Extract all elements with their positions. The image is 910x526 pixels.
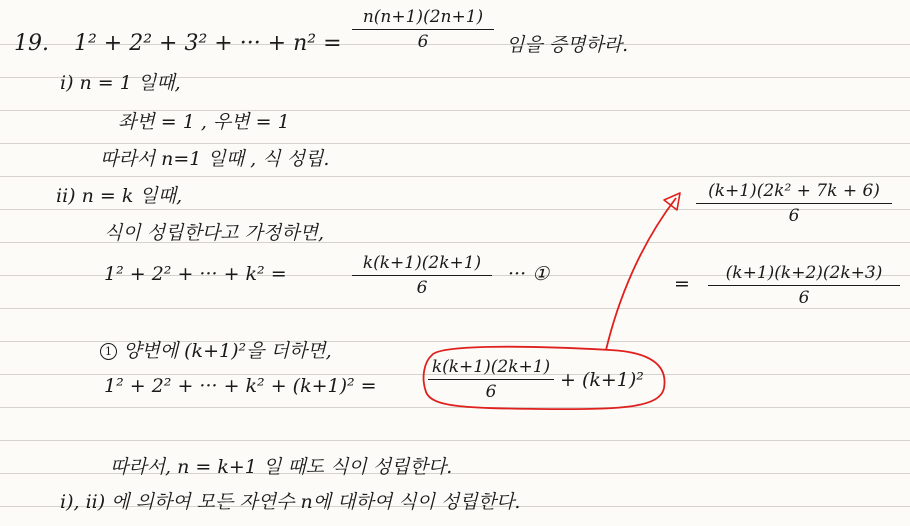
step1-conclusion: 따라서 n=1 일때 , 식 성립.: [100, 148, 330, 170]
side-equals: =: [674, 273, 690, 295]
equation2-tail: + (k+1)²: [560, 369, 644, 391]
step1-sides: 좌변 = 1 , 우변 = 1: [118, 111, 290, 133]
side-numerator-1: (k+1)(2k² + 7k + 6): [708, 181, 880, 201]
red-circle-loop: [424, 347, 665, 409]
equation2-lhs: 1² + 2² + ··· + k² + (k+1)² =: [104, 375, 377, 397]
conclusion-line-1: 따라서, n = k+1 일 때도 식이 성립한다.: [110, 456, 453, 478]
equation2-numerator: k(k+1)(2k+1): [431, 357, 551, 377]
side-denominator-2: 6: [798, 288, 810, 308]
red-arrow-line: [606, 198, 676, 350]
equation1-denominator: 6: [416, 278, 428, 298]
equation1-numerator: k(k+1)(2k+1): [362, 253, 482, 273]
conclusion-line-2: i), ii) 에 의하여 모든 자연수 n에 대하여 식이 성립한다.: [60, 491, 521, 513]
equation2-denominator: 6: [485, 382, 497, 402]
circled-one-icon: 1: [100, 343, 117, 360]
side-numerator-2: (k+1)(k+2)(2k+3): [725, 263, 883, 283]
problem-numerator: n(n+1)(2n+1): [362, 7, 484, 27]
problem-instruction: 임을 증명하라.: [506, 34, 629, 56]
red-arrow-head-icon: [664, 193, 680, 210]
equation1-lhs: 1² + 2² + ··· + k² =: [104, 263, 287, 285]
add-step-text: 양변에 (k+1)²을 더하면,: [123, 340, 332, 362]
equation1-tag-text: ··· ①: [508, 263, 550, 285]
problem-number: 19.: [14, 31, 49, 56]
problem-denominator: 6: [417, 32, 429, 52]
side-denominator-1: 6: [788, 206, 800, 226]
step1-title: i) n = 1 일때,: [60, 72, 181, 94]
step2-assumption: 식이 성립한다고 가정하면,: [104, 222, 325, 244]
step2-title: ii) n = k 일때,: [56, 185, 183, 207]
problem-lhs: 1² + 2² + 3² + ··· + n² =: [74, 31, 342, 56]
